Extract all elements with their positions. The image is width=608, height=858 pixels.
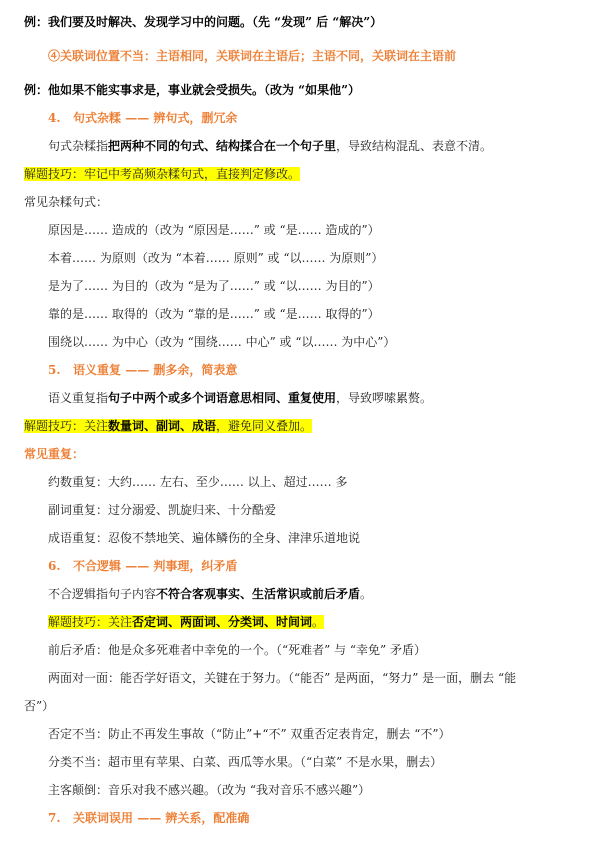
tip-text: ，避免同义叠加。 (216, 419, 313, 433)
subsection-4-heading: ④关联词位置不当：主语相同，关联词在主语后；主语不同，关联词在主语前 (48, 49, 457, 63)
tip-highlight (48, 615, 324, 629)
list-item: 靠的是…… 取得的（改为 “靠的是……” 或 “是…… 取得的”） (48, 307, 380, 321)
section-5-common-label: 常见重复： (24, 447, 85, 461)
desc-emphasis: 不符合客观事实、生活常识或前后矛盾 (156, 587, 361, 601)
tip-emphasis: 否定词、两面词、分类词、时间词 (132, 615, 313, 629)
tip-highlight: 解题技巧：牢记中考高频杂糅句式，直接判定修改。 (24, 167, 301, 181)
desc-emphasis: 把两种不同的句式、结构揉合在一个句子里 (108, 139, 337, 153)
list-item: 本着…… 为原则（改为 “本着…… 原则” 或 “以…… 为原则”） (48, 251, 384, 265)
section-4-description (48, 138, 492, 154)
section-6-description (48, 586, 372, 602)
tip-text: 。 (312, 615, 325, 629)
list-item-continuation: 否”） (24, 699, 55, 713)
example-sentence-1: 例：我们要及时解决、发现学习中的问题。（先 “发现” 后 “解决”） (24, 15, 383, 29)
example-sentence-2: 例：他如果不能实事求是，事业就会受损失。（改为 “如果他”） (24, 83, 360, 97)
desc-text: 句式杂糅指 (48, 139, 109, 153)
desc-text: 语义重复指 (48, 391, 109, 405)
list-item: 前后矛盾：他是众多死难者中幸免的一个。（“死难者” 与 “幸免” 矛盾） (48, 643, 426, 657)
list-item: 主客颠倒：音乐对我不感兴趣。（改为 “我对音乐不感兴趣”） (48, 783, 371, 797)
list-item: 否定不当：防止不再发生事故（“防止”+“不” 双重否定表肯定，删去 “不”） (48, 727, 451, 741)
list-item: 围绕以…… 为中心（改为 “围绕…… 中心” 或 “以…… 为中心”） (48, 335, 396, 349)
section-4-title: 4. 句式杂糅 —— 辨句式，删冗余 (48, 111, 238, 125)
section-5-title: 5. 语义重复 —— 删多余，简表意 (48, 363, 238, 377)
tip-emphasis: 数量词、副词、成语 (108, 419, 217, 433)
list-item: 是为了…… 为目的（改为 “是为了……” 或 “以…… 为目的”） (48, 279, 380, 293)
list-item: 约数重复：大约…… 左右、至少…… 以上、超过…… 多 (48, 475, 348, 489)
section-5-tip (24, 418, 312, 434)
desc-emphasis: 句子中两个或多个词语意思相同、重复使用 (108, 391, 337, 405)
desc-text: ，导致结构混乱、表意不清。 (336, 139, 493, 153)
list-item: 原因是…… 造成的（改为 “原因是……” 或 “是…… 造成的”） (48, 223, 380, 237)
list-item: 分类不当：超市里有苹果、白菜、西瓜等水果。（“白菜” 不是水果，删去） (48, 755, 443, 769)
section-4-tip (24, 166, 300, 182)
tip-highlight (24, 419, 312, 433)
section-6-tip (48, 614, 324, 630)
tip-text: 解题技巧：关注 (24, 419, 109, 433)
section-6-title: 6. 不合逻辑 —— 判事理，纠矛盾 (48, 559, 238, 573)
list-item: 两面对一面：能否学好语文，关键在于努力。（“能否” 是两面，“努力” 是一面，删去 “能 (48, 671, 517, 685)
list-item: 成语重复：忍俊不禁地笑、遍体鳞伤的全身、津津乐道地说 (48, 531, 361, 545)
section-7-title: 7. 关联词误用 —— 辨关系，配准确 (48, 811, 250, 825)
desc-text: ，导致啰嗦累赘。 (336, 391, 433, 405)
section-4-common-label: 常见杂糅句式： (24, 195, 109, 209)
list-item: 副词重复：过分溺爱、凯旋归来、十分酷爱 (48, 503, 277, 517)
section-5-description (48, 390, 432, 406)
desc-text: 。 (360, 587, 373, 601)
tip-text: 解题技巧：关注 (48, 615, 133, 629)
desc-text: 不合逻辑指句子内容 (48, 587, 157, 601)
